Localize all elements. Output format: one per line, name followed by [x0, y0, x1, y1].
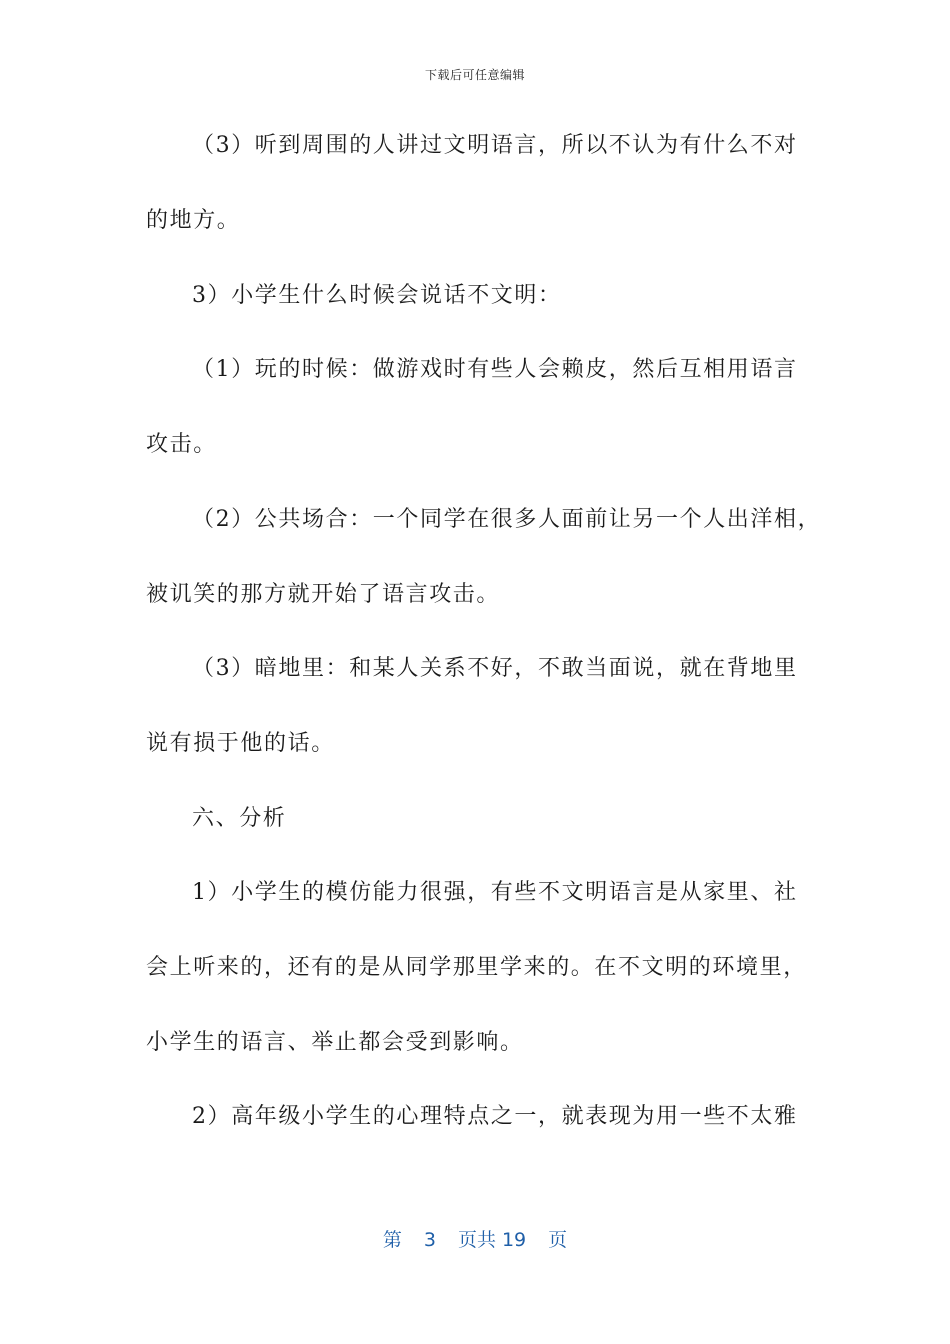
- footer-total-pages: 19: [501, 1229, 527, 1251]
- paragraph-line: 2）高年级小学生的心理特点之一，就表现为用一些不太雅: [192, 1104, 798, 1129]
- page-header: 下载后可任意编辑: [424, 68, 525, 82]
- paragraph-line: （1）玩的时候：做游戏时有些人会赖皮，然后互相用语言: [192, 357, 798, 382]
- paragraph-line: 的地方。: [146, 208, 241, 233]
- paragraph-line: （3）听到周围的人讲过文明语言，所以不认为有什么不对: [192, 133, 798, 158]
- paragraph-line: 会上听来的，还有的是从同学那里学来的。在不文明的环境里，: [146, 955, 807, 980]
- page-footer: [0, 1225, 950, 1252]
- paragraph-line: 说有损于他的话。: [146, 731, 335, 756]
- paragraph-line: 攻击。: [146, 432, 217, 457]
- paragraph-line: 1）小学生的模仿能力很强，有些不文明语言是从家里、社: [192, 880, 798, 905]
- paragraph-line: （3）暗地里：和某人关系不好，不敢当面说，就在背地里: [192, 656, 798, 681]
- paragraph-line: （2）公共场合：一个同学在很多人面前让另一个人出洋相，: [192, 507, 822, 532]
- footer-middle: 页共: [457, 1229, 496, 1251]
- footer-page-number: 3: [423, 1229, 436, 1251]
- section-heading: 六、分析: [192, 806, 287, 831]
- footer-suffix: 页: [548, 1229, 568, 1251]
- paragraph-line: 小学生的语言、举止都会受到影响。: [146, 1030, 524, 1055]
- footer-prefix: 第: [382, 1229, 402, 1251]
- paragraph-line: 被讥笑的那方就开始了语言攻击。: [146, 582, 501, 607]
- paragraph-line: 3）小学生什么时候会说话不文明：: [192, 283, 562, 308]
